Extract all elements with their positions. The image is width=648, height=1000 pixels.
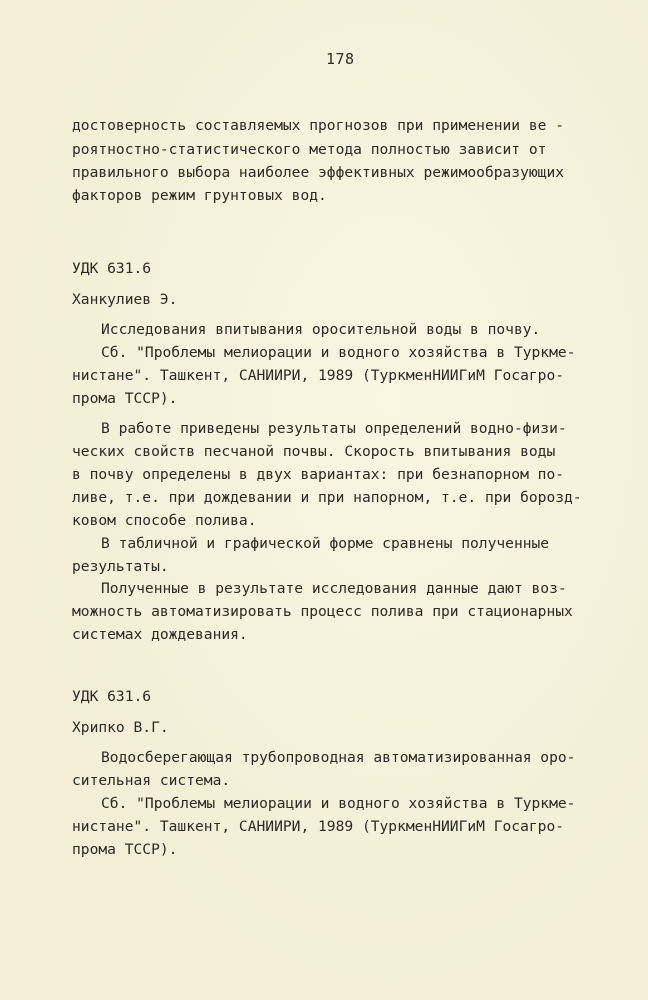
- abstract-line: можность автоматизировать процесс полива при стационарных: [72, 603, 573, 620]
- intro-line: роятностно-статистического метода полностью зависит от: [72, 141, 547, 158]
- intro-line: факторов режим грунтовых вод.: [72, 187, 327, 204]
- entry-title-line: нистане". Ташкент, САНИИРИ, 1989 (ТуркменНИИГиМ Госагро-: [72, 818, 565, 835]
- entry-title-line: Водосберегающая трубопроводная автоматизированная оро-: [101, 749, 576, 766]
- abstract-line: ческих свойств песчаной почвы. Скорость впитывания воды: [72, 443, 556, 460]
- entry-title-line: нистане". Ташкент, САНИИРИ, 1989 (ТуркменНИИГиМ Госагро-: [72, 367, 565, 384]
- udk-code: УДК 631.6: [72, 688, 152, 705]
- abstract-line: результаты.: [72, 558, 169, 575]
- entry-title-line: прома ТССР).: [72, 390, 178, 407]
- abstract-line: В работе приведены результаты определений водно-физи-: [101, 420, 567, 437]
- abstract-line: В табличной и графической форме сравнены полученные: [101, 535, 550, 552]
- entry-title-line: Сб. "Проблемы мелиорации и водного хозяйства в Туркме-: [101, 344, 576, 361]
- author-name: Ханкулиев Э.: [72, 291, 178, 308]
- intro-line: достоверность составляемых прогнозов при применении ве -: [72, 117, 565, 134]
- abstract-line: ливе, т.е. при дождевании и при напорном, т.е. при борозд-: [72, 489, 582, 506]
- abstract-line: системах дождевания.: [72, 626, 248, 643]
- page-number: 178: [326, 50, 355, 68]
- abstract-line: Полученные в результате исследования данные дают воз-: [101, 580, 567, 597]
- author-name: Хрипко В.Г.: [72, 719, 169, 736]
- entry-title-line: Исследования впитывания оросительной воды в почву.: [101, 321, 541, 338]
- abstract-line: в почву определены в двух вариантах: при безнапорном по-: [72, 466, 565, 483]
- entry-title-line: сительная система.: [72, 772, 231, 789]
- entry-title-line: прома ТССР).: [72, 841, 178, 858]
- abstract-line: ковом способе полива.: [72, 512, 257, 529]
- intro-line: правильного выбора наиболее эффективных режимообразующих: [72, 164, 565, 181]
- entry-title-line: Сб. "Проблемы мелиорации и водного хозяйства в Туркме-: [101, 795, 576, 812]
- udk-code: УДК 631.6: [72, 260, 152, 277]
